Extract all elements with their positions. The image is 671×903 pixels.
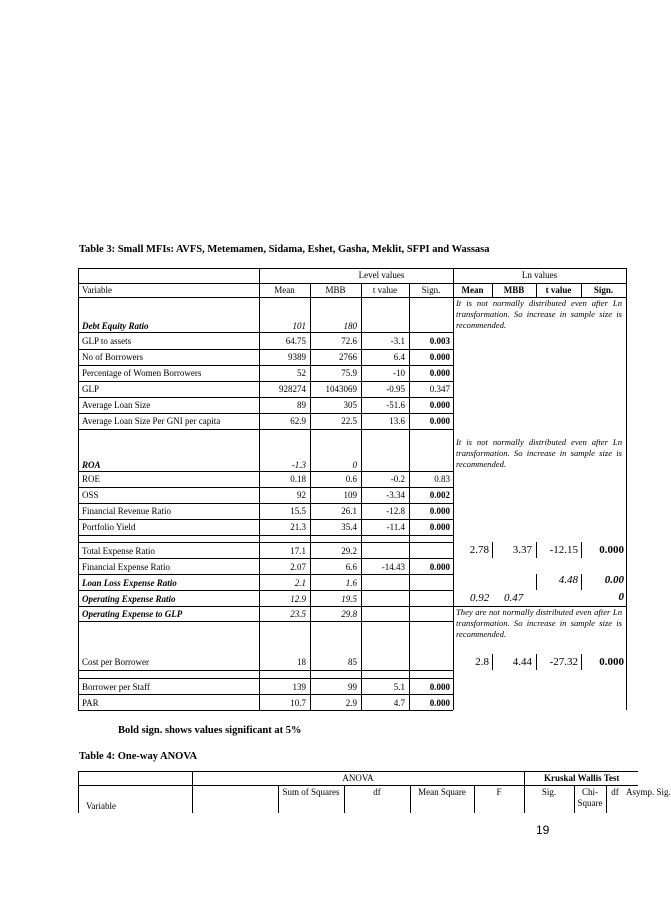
- col-header-variable: Variable: [82, 285, 112, 295]
- row-mean: 0.18: [290, 474, 306, 484]
- row-mbb: 1.6: [345, 578, 357, 588]
- ln-cost-borrower-mean: 2.8: [475, 656, 489, 668]
- row-mbb: 72.6: [341, 336, 357, 346]
- row-mean: 64.75: [285, 336, 306, 346]
- col-header-ln-sign: Sign.: [593, 285, 614, 295]
- row-sign: 0.000: [429, 506, 450, 516]
- col-header-tvalue: t value: [372, 285, 398, 295]
- row-tvalue: -51.6: [386, 400, 405, 410]
- row-mbb: 19.5: [341, 594, 357, 604]
- row-variable: GLP: [82, 384, 100, 394]
- row-variable: Loan Loss Expense Ratio: [82, 578, 177, 588]
- row-sign: 0.002: [429, 490, 450, 500]
- row-mean: 2.1: [294, 578, 306, 588]
- table4-col-sum-squares: Sum of Squares: [282, 787, 340, 797]
- row-variable: Average Loan Size Per GNI per capita: [82, 416, 221, 426]
- page-number: 19: [536, 823, 550, 837]
- row-mean: 928274: [279, 384, 306, 394]
- ln-loan-loss-sign-wrap: 0: [618, 591, 624, 603]
- note-operating-expense: They are not normally distributed even after Ln transformation. So increase in sample size is recommended.: [456, 607, 622, 639]
- note-debt-equity: It is not normally distributed even after Ln transformation. So increase in sample size is recommended.: [456, 298, 622, 330]
- col-header-mean: Mean: [274, 285, 295, 295]
- row-variable: Financial Revenue Ratio: [82, 506, 171, 516]
- table4-col-f: F: [496, 787, 502, 797]
- ln-total-expense-sign: 0.000: [599, 544, 624, 556]
- row-variable: Portfolio Yield: [82, 522, 136, 532]
- table4-col-df: df: [373, 787, 381, 797]
- row-sign: 0.347: [429, 384, 450, 394]
- row-mbb: 1043069: [325, 384, 357, 394]
- row-variable: Borrower per Staff: [82, 682, 150, 692]
- row-sign: 0.000: [429, 682, 450, 692]
- row-mean: 23.5: [290, 609, 306, 619]
- group-header-ln: Ln values: [521, 270, 558, 280]
- col-header-sign: Sign.: [421, 285, 441, 295]
- table3: [78, 268, 626, 708]
- group-header-rule: [78, 283, 626, 284]
- ln-cost-borrower-sign: 0.000: [599, 656, 624, 668]
- row-variable: Operating Expense Ratio: [82, 594, 176, 604]
- row-mbb: 2.9: [345, 698, 357, 708]
- row-mbb: 29.8: [341, 609, 357, 619]
- row-variable: Total Expense Ratio: [82, 546, 155, 556]
- table4-col-asymp: Asymp. Sig.: [626, 787, 671, 797]
- row-mean: 62.9: [290, 416, 306, 426]
- row-mean: 92: [297, 490, 306, 500]
- table4-group-kruskal: Kruskal Wallis Test: [544, 773, 620, 783]
- row-mean: 9389: [288, 352, 306, 362]
- row-variable: Percentage of Women Borrowers: [82, 368, 202, 378]
- row-variable: Financial Expense Ratio: [82, 562, 170, 572]
- row-tvalue: -0.2: [390, 474, 405, 484]
- row-tvalue: -11.4: [386, 522, 405, 532]
- table4-caption: Table 4: One-way ANOVA: [79, 751, 198, 762]
- row-mean: 101: [292, 321, 306, 331]
- ln-loan-loss-sign: 0.00: [604, 574, 624, 586]
- row-sign: 0.000: [429, 562, 450, 572]
- col-header-ln-mean: Mean: [461, 285, 484, 295]
- ln-operating-expense-mean: 0.92: [470, 592, 490, 604]
- table4-col-df2: df: [611, 787, 619, 797]
- row-mbb: 35.4: [341, 522, 357, 532]
- row-mean: 2.07: [290, 562, 306, 572]
- ln-operating-expense-mbb: 0.47: [504, 592, 524, 604]
- col-header-ln-mbb: MBB: [503, 285, 525, 295]
- row-mbb: 305: [343, 400, 357, 410]
- row-mbb: 0: [352, 460, 357, 470]
- row-variable: Cost per Borrower: [82, 657, 149, 667]
- row-mean: 139: [292, 682, 306, 692]
- row-tvalue: -3.1: [390, 336, 405, 346]
- row-sign: 0.000: [429, 368, 450, 378]
- row-mean: 12.9: [290, 594, 306, 604]
- row-sign: 0.000: [429, 522, 450, 532]
- table4-group-anova: ANOVA: [342, 773, 374, 783]
- ln-total-expense-tvalue: -12.15: [549, 544, 578, 556]
- row-mean: 18: [297, 657, 306, 667]
- row-variable: PAR: [82, 698, 99, 708]
- row-tvalue: -0.95: [386, 384, 405, 394]
- row-sign: 0.003: [429, 336, 450, 346]
- row-mbb: 0.6: [345, 474, 357, 484]
- row-tvalue: -10: [393, 368, 405, 378]
- row-mbb: 109: [343, 490, 357, 500]
- row-mean: 15.5: [290, 506, 306, 516]
- row-mean: 21.3: [290, 522, 306, 532]
- table4: [78, 771, 671, 813]
- row-variable: Debt Equity Ratio: [82, 321, 149, 331]
- table4-col-variable: Variable: [86, 801, 116, 811]
- row-mbb: 75.9: [341, 368, 357, 378]
- row-mbb: 6.6: [345, 562, 357, 572]
- group-header-level: Level values: [358, 270, 405, 280]
- table4-col-sig: Sig.: [541, 787, 557, 797]
- row-variable: Average Loan Size: [82, 400, 151, 410]
- table3-footnote: Bold sign. shows values significant at 5%: [118, 725, 302, 736]
- ln-cost-borrower-mbb: 4.44: [512, 656, 532, 668]
- row-mbb: 29.2: [341, 546, 357, 556]
- row-mbb: 85: [348, 657, 357, 667]
- row-mean: 10.7: [290, 698, 306, 708]
- note-roa: It is not normally distributed even after Ln transformation. So increase in sample size is recommended.: [456, 437, 622, 469]
- row-tvalue: -12.8: [386, 506, 405, 516]
- row-sign: 0.000: [429, 352, 450, 362]
- row-variable: No of Borrowers: [82, 352, 143, 362]
- row-mean: -1.3: [291, 460, 306, 470]
- row-variable: GLP to assets: [82, 336, 132, 346]
- row-variable: ROE: [82, 474, 100, 484]
- row-mbb: 22.5: [341, 416, 357, 426]
- table4-col-mean-square: Mean Square: [418, 787, 466, 797]
- row-mean: 52: [297, 368, 306, 378]
- row-variable: Operating Expense to GLP: [82, 609, 183, 619]
- row-tvalue: 5.1: [393, 682, 405, 692]
- row-tvalue: 4.7: [393, 698, 405, 708]
- row-mean: 89: [297, 400, 306, 410]
- row-sign: 0.000: [429, 698, 450, 708]
- table3-caption: Table 3: Small MFIs: AVFS, Metemamen, Sidama, Eshet, Gasha, Meklit, SFPI and Wassasa: [79, 244, 490, 255]
- row-tvalue: -14.43: [381, 562, 405, 572]
- table4-col-chi-square: Chi-Square: [577, 787, 603, 808]
- ln-total-expense-mean: 2.78: [469, 544, 489, 556]
- row-sign: 0.83: [434, 474, 450, 484]
- col-header-mbb: MBB: [325, 285, 346, 295]
- ln-total-expense-mbb: 3.37: [512, 544, 532, 556]
- ln-cost-borrower-tvalue: -27.32: [549, 656, 578, 668]
- row-tvalue: -3.34: [386, 490, 405, 500]
- row-mbb: 2766: [339, 352, 357, 362]
- row-mbb: 26.1: [341, 506, 357, 516]
- row-sign: 0.000: [429, 400, 450, 410]
- row-variable: OSS: [82, 490, 99, 500]
- ln-loan-loss-tvalue: 4.48: [558, 574, 578, 586]
- row-tvalue: 13.6: [389, 416, 405, 426]
- row-variable: ROA: [82, 460, 101, 470]
- col-header-ln-tvalue: t value: [545, 285, 572, 295]
- row-sign: 0.000: [429, 416, 450, 426]
- row-mbb: 180: [343, 321, 357, 331]
- row-mbb: 99: [348, 682, 357, 692]
- row-mean: 17.1: [290, 546, 306, 556]
- row-tvalue: 6.4: [393, 352, 405, 362]
